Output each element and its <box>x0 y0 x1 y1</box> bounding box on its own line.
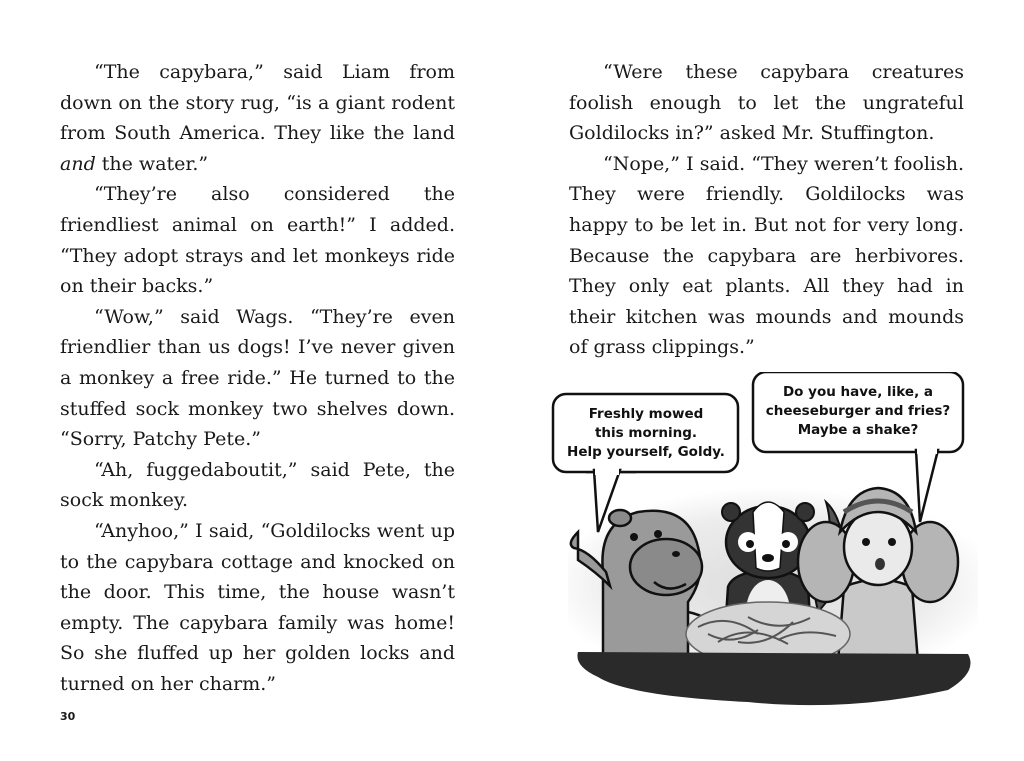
left-paragraph: “Wow,” said Wags. “They’re even friendlier than us dogs! I’ve never given a monkey a free ride.” He turned to the stuffed sock monkey two shelves down. “Sorry, Patchy Pete.” <box>60 305 455 451</box>
bubble-right-line-1: Do you have, like, a <box>782 384 934 400</box>
right-paragraph: “Were these capybara creatures foolish enough to let the ungrateful Goldilocks in?” asked Mr. Stuffington. <box>569 61 964 145</box>
left-paragraph: “The capybara,” said Liam from down on the story rug, “is a giant rodent from South America. They like the land and the water.” <box>60 61 455 175</box>
right-text-column <box>569 57 964 363</box>
left-paragraph: “They’re also considered the friendliest animal on earth!” I added. “They adopt strays and let monkeys ride on their backs.” <box>60 183 455 298</box>
bubble-right-line-2: cheeseburger and fries? <box>765 403 951 419</box>
bubble-right-line-3: Maybe a shake? <box>797 422 919 438</box>
bubble-left-line-1: Freshly mowed <box>588 406 704 422</box>
left-text-column <box>60 57 455 699</box>
left-paragraph: “Ah, fuggedaboutit,” said Pete, the sock monkey. <box>60 458 455 512</box>
bubble-left-line-2: this morning. <box>594 425 698 441</box>
bubble-left-line-3: Help yourself, Goldy. <box>567 444 725 460</box>
left-paragraph: “Anyhoo,” I said, “Goldilocks went up to the capybara cottage and knocked on the door. This time, the house wasn’t empty. The capybara family was home! So she fluffed up her golden locks and turned on her charm.” <box>60 519 455 695</box>
page-number: 30 <box>60 710 76 723</box>
capybara-scene-illustration <box>548 372 988 736</box>
right-paragraph: “Nope,” I said. “They weren’t foolish. They were friendly. Goldilocks was happy to be let in. But not for very long. Because the capybara are herbivores. They only eat plants. All they had in their kitchen was mounds and mounds of grass clippings.” <box>569 152 964 359</box>
ground-shadow <box>577 652 970 705</box>
